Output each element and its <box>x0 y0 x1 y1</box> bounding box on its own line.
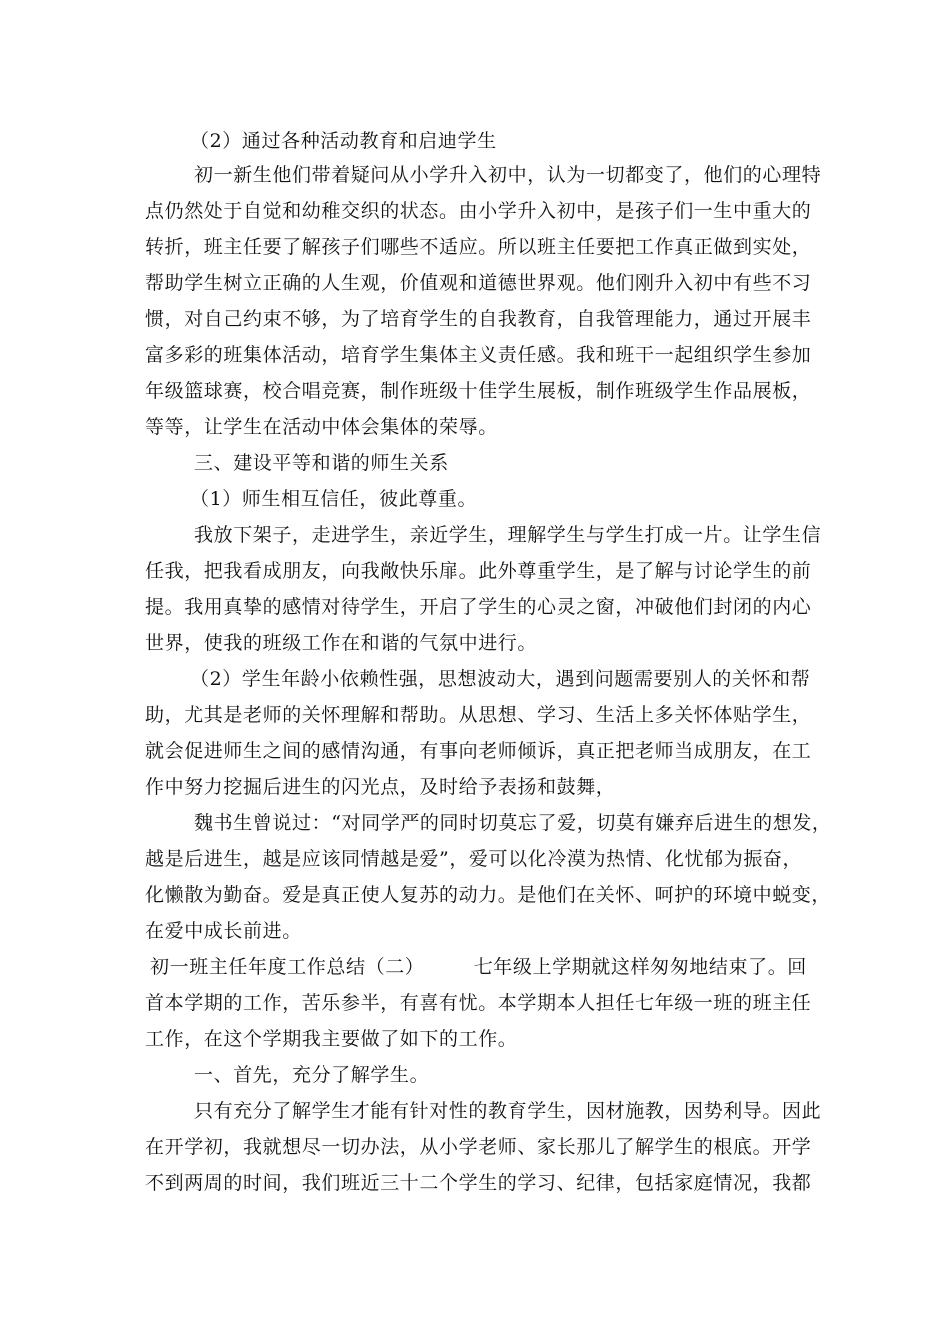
text-line: 工作，在这个学期我主要做了如下的工作。 <box>145 1028 518 1050</box>
text-line: 就会促进师生之间的感情沟通，有事向老师倾诉，真正把老师当成朋友，在工 <box>145 740 812 762</box>
section-heading: 一、首先，充分了解学生。 <box>194 1064 430 1086</box>
text-line: 转折，班主任要了解孩子们哪些不适应。所以班主任要把工作真正做到实处， <box>145 236 812 258</box>
text-line: 化懒散为勤奋。爱是真正使人复苏的动力。是他们在关怀、呵护的环境中蜕变， <box>145 884 832 906</box>
text-line: 初一新生他们带着疑问从小学升入初中，认为一切都变了，他们的心理特 <box>194 164 822 186</box>
text-line: 魏书生曾说过：“对同学严的同时切莫忘了爱，切莫有嫌弃后进生的想发， <box>194 812 832 834</box>
text-line: 只有充分了解学生才能有针对性的教育学生，因材施教，因势利导。因此 <box>194 1100 822 1122</box>
text-line: 首本学期的工作，苦乐参半，有喜有忧。本学期本人担任七年级一班的班主任 <box>145 992 812 1014</box>
text-line: 在开学初，我就想尽一切办法，从小学老师、家长那儿了解学生的根底。开学 <box>145 1136 812 1158</box>
text-line: 世界，使我的班级工作在和谐的气氛中进行。 <box>145 632 538 654</box>
text-line: 助，尤其是老师的关怀理解和帮助。从思想、学习、生活上多关怀体贴学生， <box>145 704 812 726</box>
text-line: 年级篮球赛，校合唱竞赛，制作班级十佳学生展板，制作班级学生作品展板， <box>145 380 812 402</box>
text-line: 惯，对自己约束不够，为了培育学生的自我教育，自我管理能力，通过开展丰 <box>145 308 812 330</box>
text-line: 富多彩的班集体活动，培育学生集体主义责任感。我和班干一起组织学生参加 <box>145 344 812 366</box>
text-line: 在爱中成长前进。 <box>145 920 302 942</box>
text-line: 帮助学生树立正确的人生观，价值观和道德世界观。他们刚升入初中有些不习 <box>145 272 812 294</box>
text-line: 任我，把我看成朋友，向我敞快乐扉。此外尊重学生，是了解与讨论学生的前 <box>145 560 812 582</box>
text-line: 我放下架子，走进学生，亲近学生，理解学生与学生打成一片。让学生信 <box>194 524 822 546</box>
text-line: （1）师生相互信任，彼此尊重。 <box>190 488 478 510</box>
text-line: （2）学生年龄小依赖性强，思想波动大，遇到问题需要别人的关怀和帮 <box>190 668 811 690</box>
text-line: 作中努力挖掘后进生的闪光点，及时给予表扬和鼓舞， <box>145 776 616 798</box>
text-line: 等等，让学生在活动中体会集体的荣辱。 <box>145 416 498 438</box>
text-line: 初一班主任年度工作总结（二） 七年级上学期就这样匆匆地结束了。回 <box>150 956 807 978</box>
text-line: 提。我用真挚的感情对待学生，开启了学生的心灵之窗，冲破他们封闭的内心 <box>145 596 812 618</box>
text-line: 不到两周的时间，我们班近三十二个学生的学习、纪律，包括家庭情况，我都 <box>145 1172 812 1194</box>
text-line: 越是后进生，越是应该同情越是爱”，爱可以化冷漠为热情、化忧郁为振奋， <box>145 848 803 870</box>
text-line: 点仍然处于自觉和幼稚交织的状态。由小学升入初中，是孩子们一生中重大的 <box>145 200 812 222</box>
text-line: （2）通过各种活动教育和启迪学生 <box>190 130 497 152</box>
section-heading: 三、建设平等和谐的师生关系 <box>194 452 449 474</box>
